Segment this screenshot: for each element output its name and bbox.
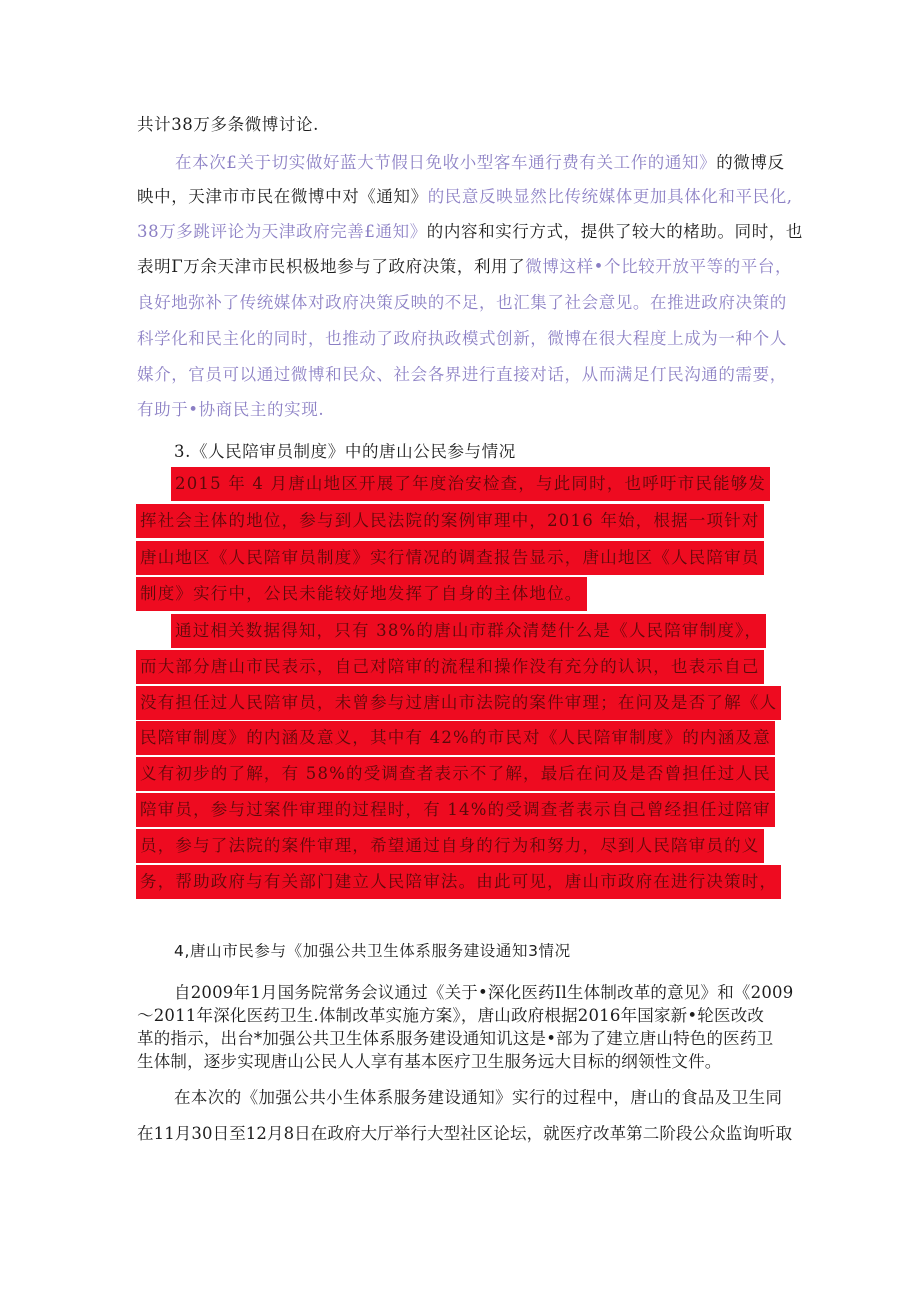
paragraph-line: 自2009年1月国务院常务会议通过《关于•深化医药Il生体制改革的意见》和《2009 xyxy=(174,983,794,1002)
highlighted-line: 而大部分唐山市民表示，自己对陪审的流程和操作没有充分的认识，也表示自己 xyxy=(136,650,764,684)
paragraph-line xyxy=(175,152,785,174)
highlighted-line: 没有担任过人民陪审员，未曾参与过唐山市法院的案件审理；在问及是否了解《人 xyxy=(136,686,781,720)
highlighted-line: 员，参与了法院的案件审理，希望通过自身的行为和努力，尽到人民陪审员的义 xyxy=(136,829,764,863)
section-heading: 4,唐山市民参与《加强公共卫生体系服务建设通知3情况 xyxy=(174,942,571,960)
highlighted-text: 的民意反映显然比传统媒体更加具体化和平民化, xyxy=(427,187,793,206)
paragraph-line: 生体制，逐步实现唐山公民人人享有基本医疗卫生服务远大目标的纲领性文件。 xyxy=(137,1052,722,1071)
highlighted-line: 义有初步的了解，有 58%的受调查者表示不了解，最后在问及是否曾担任过人民 xyxy=(136,757,775,791)
paragraph-line: 在11月30日至12月8日在政府大厅举行大型社区论坛，就医疗改革第二阶段公众监询听取 xyxy=(137,1124,793,1143)
highlighted-line: 挥社会主体的地位，参与到人民法院的案例审理中，2016 年始，根据一项针对 xyxy=(136,504,764,538)
paragraph-line xyxy=(137,186,793,208)
highlighted-text: 微博这样•个比较开放平等的平台， xyxy=(525,257,793,276)
highlighted-line: 制度》实行中，公民未能较好地发挥了自身的主体地位。 xyxy=(136,577,587,611)
body-text: 表明Γ万余天津市民枳极地参与了政府决策，利用了 xyxy=(137,257,526,276)
highlighted-text: 38万多跳评论为天津政府完善£通知》 xyxy=(137,222,427,241)
paragraph-line xyxy=(137,221,803,243)
paragraph-line: 良好地弥补了传统媒体对政府决策反映的不足，也汇集了社会意见。在推进政府决策的 xyxy=(137,293,787,312)
section-heading: 3.《人民陪审员制度》中的唐山公民参与情况 xyxy=(174,442,516,461)
highlighted-line: 陪审员，参与过案件审理的过程时，有 14%的受调查者表示自己曾经担任过陪审 xyxy=(136,793,775,827)
paragraph-line: 共计38万多条微博讨论. xyxy=(137,115,319,134)
highlighted-line: 唐山地区《人民陪审员制度》实行情况的调查报告显示，唐山地区《人民陪审员 xyxy=(136,541,764,575)
body-text: 的内容和实行方式，提供了较大的楮助。同时，也 xyxy=(426,222,803,241)
body-text: 映中，天津市市民在微博中对《通知》 xyxy=(137,187,428,206)
highlighted-line: 2015 年 4 月唐山地区开展了年度治安检查，与此同时，也呼吁市民能够发 xyxy=(171,467,770,501)
body-text: 的微博反 xyxy=(716,153,785,172)
paragraph-line xyxy=(137,256,792,278)
highlighted-text: 在本次£关于切实做好蓝大节假日免收小型客车通行费有关工作的通知》 xyxy=(175,153,717,172)
highlighted-line: 通过相关数据得知，只有 38%的唐山市群众清楚什么是《人民陪审制度》， xyxy=(171,614,766,648)
paragraph-line: 媒介，官员可以通过微博和民众、社会各界进行直接对话，从而满足仃民沟通的需要， xyxy=(137,365,787,384)
paragraph-line: 科学化和民主化的同时，也推动了政府执政模式创新，微博在很大程度上成为一种个人 xyxy=(137,329,787,348)
paragraph-line: 〜2011年深化医药卫生.体制改革实施方案》，唐山政府根据2016年国家新•轮医改改 xyxy=(137,1006,765,1025)
paragraph-line: 有助于•协商民主的实现. xyxy=(137,400,325,419)
highlighted-line: 民陪审制度》的内涵及意义，其中有 42%的市民对《人民陪审制度》的内涵及意 xyxy=(136,721,775,755)
paragraph-line: 革的指示，出台*加强公共卫生体系服务建设通知讥这是•部为了建立唐山特色的医药卫 xyxy=(137,1029,774,1048)
paragraph-line: 在本次的《加强公共小生体系服务建设通知》实行的过程中，唐山的食品及卫生同 xyxy=(174,1088,783,1107)
highlighted-line: 务，帮助政府与有关部门建立人民陪审法。由此可见，唐山市政府在进行决策时， xyxy=(136,865,781,899)
